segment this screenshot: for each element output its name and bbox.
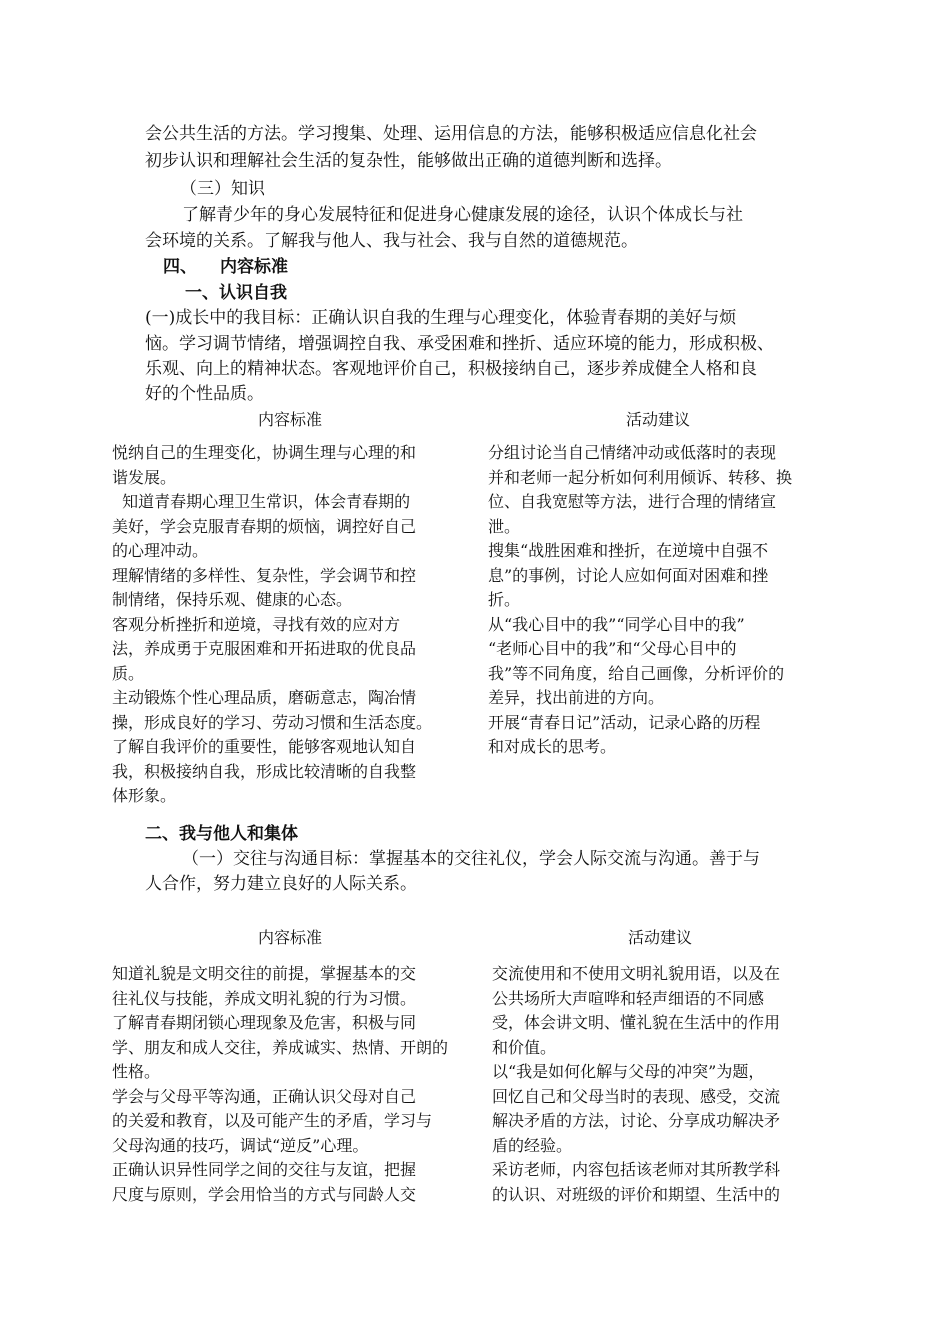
intro-line-1: 会公共生活的方法。学习搜集、处理、运用信息的方法，能够积极适应信息化社会 (145, 124, 757, 144)
text-line: 尺度与原则，学会用恰当的方式与同龄人交 (112, 1184, 417, 1204)
part2-content-standards (112, 962, 484, 1207)
part2-col1-header: 内容标准 (258, 928, 323, 947)
text-line: 从“我心目中的我”“同学心目中的我” (488, 614, 745, 634)
text-line: 体形象。 (112, 786, 177, 805)
part1-goal-line-1: (一)成长中的我目标：正确认识自我的生理与心理变化，体验青春期的美好与烦 (145, 308, 737, 328)
text-line: 公共场所大声喧哗和轻声细语的不同感 (492, 988, 765, 1008)
part1-goal-line-2: 恼。学习调节情绪，增强调控自我、承受困难和挫折、适应环境的能力，形成积极、 (145, 334, 774, 354)
part2-heading: 二、我与他人和集体 (145, 824, 298, 844)
text-line: 和对成长的思考。 (488, 737, 617, 756)
text-line: 法，养成勇于克服困难和开拓进取的优良品 (112, 639, 417, 658)
text-line: 位、自我宽慰等方法，进行合理的情绪宣 (488, 492, 777, 511)
text-line: 质。 (112, 663, 145, 683)
text-line: 谐发展。 (112, 467, 177, 487)
part1-activity-suggestions (488, 441, 848, 760)
text-line: 正确认识异性同学之间的交往与友谊，把握 (112, 1160, 417, 1179)
text-line: 回忆自己和父母当时的表现、感受，交流 (492, 1086, 781, 1106)
part2-col2-header: 活动建议 (628, 928, 693, 947)
text-line: 并和老师一起分析如何利用倾诉、转移、换 (488, 467, 793, 487)
text-line: 美好，学会克服青春期的烦恼，调控好自己 (112, 516, 417, 536)
part1-col2-header: 活动建议 (626, 410, 691, 429)
part1-content-standards (112, 441, 484, 809)
text-line: 操，形成良好的学习、劳动习惯和生活态度。 (112, 712, 433, 732)
part2-activity-suggestions (492, 962, 848, 1207)
text-line: 开展“青春日记”活动，记录心路的历程 (488, 712, 761, 732)
text-line: 的关爱和教育，以及可能产生的矛盾，学习与 (112, 1111, 433, 1130)
text-line: 差异，找出前进的方向。 (488, 688, 665, 707)
text-line: 的认识、对班级的评价和期望、生活中的 (492, 1184, 781, 1204)
text-line: 息”的事例，讨论人应如何面对困难和挫 (488, 565, 769, 585)
part2-goal-line-2: 人合作，努力建立良好的人际关系。 (145, 874, 417, 894)
part1-heading: 一、认识自我 (185, 283, 287, 303)
text-line: 折。 (488, 590, 521, 609)
text-line: 采访老师，内容包括该老师对其所教学科 (492, 1160, 781, 1179)
knowledge-line-1: 了解青少年的身心发展特征和促进身心健康发展的途径，认识个体成长与社 (182, 205, 743, 225)
text-line: 解决矛盾的方法，讨论、分享成功解决矛 (492, 1111, 781, 1130)
part1-col1-header: 内容标准 (258, 410, 323, 429)
text-line: 我，积极接纳自我，形成比较清晰的自我整 (112, 761, 417, 781)
text-line: 以“我是如何化解与父母的冲突”为题， (492, 1062, 765, 1081)
text-line: 学会与父母平等沟通，正确认识父母对自己 (112, 1086, 417, 1106)
text-line: 了解青春期闭锁心理现象及危害，积极与同 (112, 1013, 417, 1032)
intro-line-2: 初步认识和理解社会生活的复杂性，能够做出正确的道德判断和选择。 (145, 151, 672, 171)
text-line: 性格。 (112, 1062, 161, 1081)
text-line: 和价值。 (492, 1037, 557, 1057)
text-line: 的心理冲动。 (112, 541, 209, 560)
text-line: “老师心目中的我”和“父母心目中的 (488, 639, 737, 658)
text-line: 交流使用和不使用文明礼貌用语，以及在 (492, 964, 781, 983)
section-title: 内容标准 (220, 257, 288, 277)
text-line: 分组讨论当自己情绪冲动或低落时的表现 (488, 443, 777, 462)
text-line: 学、朋友和成人交往，养成诚实、热情、开朗的 (112, 1037, 449, 1057)
text-line: 制情绪，保持乐观、健康的心态。 (112, 590, 353, 609)
text-line: 受，体会讲文明、懂礼貌在生活中的作用 (492, 1013, 781, 1032)
part1-goal-line-3: 乐观、向上的精神状态。客观地评价自己，积极接纳自己，逐步养成健全人格和良 (145, 359, 757, 379)
text-line: 泄。 (488, 516, 521, 536)
text-line: 悦纳自己的生理变化，协调生理与心理的和 (112, 443, 417, 462)
text-line: 搜集“战胜困难和挫折，在逆境中自强不 (488, 541, 769, 560)
text-line: 理解情绪的多样性、复杂性，学会调节和控 (112, 565, 417, 585)
text-line: 客观分析挫折和逆境，寻找有效的应对方 (112, 614, 401, 634)
part2-goal-line-1: （一）交往与沟通目标：掌握基本的交往礼仪，学会人际交流与沟通。善于与 (182, 849, 760, 869)
text-line: 我”等不同角度，给自己画像，分析评价的 (488, 663, 785, 683)
knowledge-line-2: 会环境的关系。了解我与他人、我与社会、我与自然的道德规范。 (145, 231, 638, 251)
text-line: 了解自我评价的重要性，能够客观地认知自 (112, 737, 417, 756)
text-line: 往礼仪与技能，养成文明礼貌的行为习惯。 (112, 988, 417, 1008)
text-line: 父母沟通的技巧，调试“逆反”心理。 (112, 1135, 369, 1155)
knowledge-heading: （三）知识 (180, 179, 265, 199)
text-line: 盾的经验。 (492, 1135, 573, 1155)
text-line: 知道礼貌是文明交往的前提，掌握基本的交 (112, 964, 417, 983)
text-line: 知道青春期心理卫生常识，体会青春期的 (112, 492, 411, 511)
text-line: 主动锻炼个性心理品质，磨砺意志，陶冶情 (112, 688, 417, 707)
part1-goal-line-4: 好的个性品质。 (145, 384, 264, 404)
section-number: 四、 (163, 257, 197, 277)
